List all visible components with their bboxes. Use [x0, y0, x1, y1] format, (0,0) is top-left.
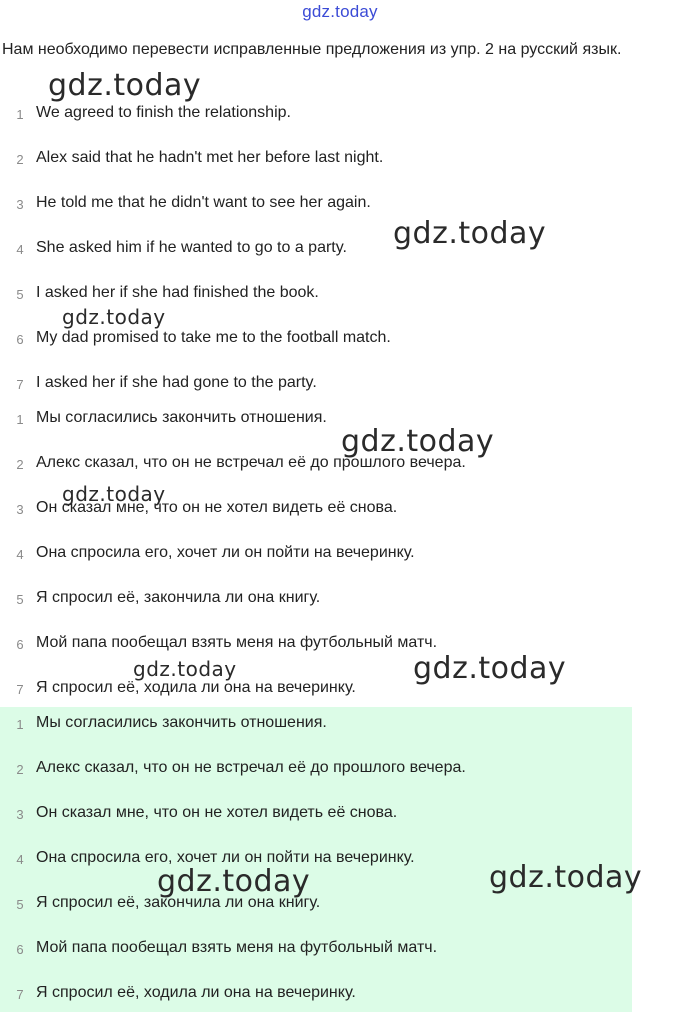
item-number: 7 [16, 377, 24, 392]
item-text: Мой папа пообещал взять меня на футбольный матч. [36, 939, 438, 956]
item-text: He told me that he didn't want to see her again. [36, 194, 371, 211]
item-number: 3 [16, 502, 24, 517]
list-item [0, 634, 680, 682]
item-number: 6 [16, 942, 24, 957]
item-number: 5 [16, 897, 24, 912]
list-item [0, 804, 680, 852]
list-item [0, 409, 680, 457]
list-item [0, 239, 680, 287]
list-item [0, 589, 680, 637]
item-text: I asked her if she had gone to the party. [36, 374, 317, 391]
item-number: 7 [16, 682, 24, 697]
item-number: 2 [16, 762, 24, 777]
item-number: 4 [16, 242, 24, 257]
watermark: gdz.today [48, 68, 202, 103]
item-number: 6 [16, 637, 24, 652]
watermark: gdz.today [489, 860, 643, 895]
site-header: gdz.today [302, 2, 378, 21]
item-text: Я спросил её, закончила ли она книгу. [36, 894, 321, 911]
list-item [0, 149, 680, 197]
english-sentences-list [0, 104, 680, 422]
item-text: Я спросил её, ходила ли она на вечеринку. [36, 679, 356, 696]
item-text: Я спросил её, закончила ли она книгу. [36, 589, 321, 606]
item-text: Я спросил её, ходила ли она на вечеринку. [36, 984, 356, 1001]
watermark: gdz.today [133, 657, 237, 681]
item-number: 5 [16, 287, 24, 302]
item-number: 2 [16, 152, 24, 167]
item-text: Она спросила его, хочет ли он пойти на вечеринку. [36, 544, 415, 561]
watermark: gdz.today [413, 651, 567, 686]
list-item [0, 194, 680, 242]
item-number: 1 [16, 412, 24, 427]
list-item [0, 544, 680, 592]
item-number: 4 [16, 852, 24, 867]
list-item [0, 939, 680, 987]
watermark: gdz.today [393, 216, 547, 251]
item-text: Alex said that he hadn't met her before last night. [36, 149, 384, 166]
item-text: Мы согласились закончить отношения. [36, 714, 327, 731]
watermark: gdz.today [62, 305, 166, 329]
item-number: 1 [16, 107, 24, 122]
item-number: 5 [16, 592, 24, 607]
item-text: Она спросила его, хочет ли он пойти на вечеринку. [36, 849, 415, 866]
task-intro: Нам необходимо перевести исправленные предложения из упр. 2 на русский язык. [2, 41, 622, 58]
list-item [0, 894, 680, 942]
list-item [0, 759, 680, 807]
item-text: Мы согласились закончить отношения. [36, 409, 327, 426]
item-text: My dad promised to take me to the football match. [36, 329, 391, 346]
list-item [0, 499, 680, 547]
item-number: 1 [16, 717, 24, 732]
list-item [0, 104, 680, 152]
item-number: 3 [16, 197, 24, 212]
item-text: Он сказал мне, что он не хотел видеть её снова. [36, 804, 398, 821]
item-text: She asked him if he wanted to go to a party. [36, 239, 347, 256]
list-item [0, 984, 680, 1032]
russian-translations-list [0, 409, 680, 727]
item-text: Алекс сказал, что он не встречал её до прошлого вечера. [36, 759, 466, 776]
item-number: 2 [16, 457, 24, 472]
watermark: gdz.today [62, 482, 166, 506]
watermark: gdz.today [341, 424, 495, 459]
item-number: 3 [16, 807, 24, 822]
item-number: 4 [16, 547, 24, 562]
item-text: We agreed to finish the relationship. [36, 104, 291, 121]
item-number: 7 [16, 987, 24, 1002]
list-item [0, 329, 680, 377]
watermark: gdz.today [157, 864, 311, 899]
item-text: Мой папа пообещал взять меня на футбольный матч. [36, 634, 438, 651]
item-text: I asked her if she had finished the book. [36, 284, 319, 301]
item-number: 6 [16, 332, 24, 347]
item-text: Алекс сказал, что он не встречал её до прошлого вечера. [36, 454, 466, 471]
item-text: Он сказал мне, что он не хотел видеть её снова. [36, 499, 398, 516]
list-item [0, 714, 680, 762]
